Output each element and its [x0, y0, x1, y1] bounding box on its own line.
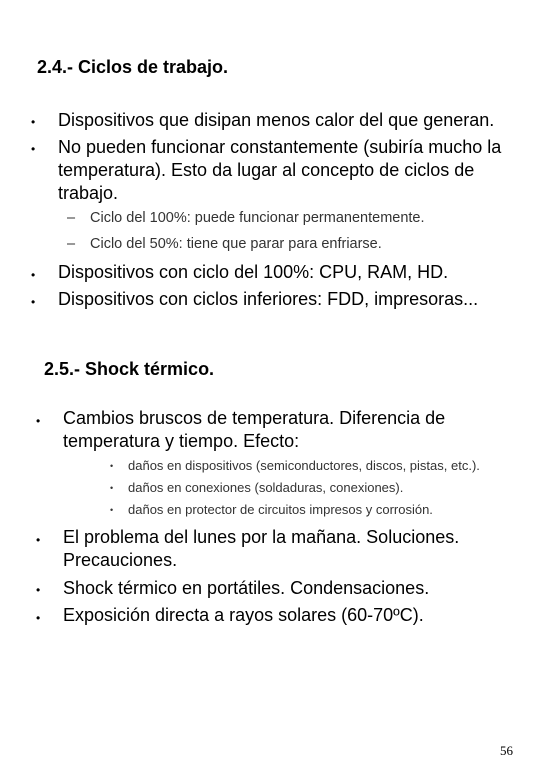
dash-icon: –: [67, 210, 76, 226]
bullet-icon: •: [110, 483, 114, 493]
bullet-icon: •: [31, 142, 36, 156]
dash-icon: –: [67, 236, 76, 252]
bullet-icon: •: [36, 414, 41, 428]
bullet-icon: •: [36, 533, 41, 547]
list-item: Shock térmico en portátiles. Condensaciones.: [63, 578, 430, 598]
sub-list-item: daños en dispositivos (semiconductores, discos, pistas, etc.).: [128, 458, 480, 473]
bullet-icon: •: [31, 268, 36, 282]
sub-list-item: daños en conexiones (soldaduras, conexiones).: [128, 480, 404, 495]
page-number: 56: [500, 743, 513, 758]
list-item: Dispositivos con ciclo del 100%: CPU, RAM, HD.: [58, 262, 449, 282]
bullet-icon: •: [31, 295, 36, 309]
sub-list-item: Ciclo del 50%: tiene que parar para enfriarse.: [90, 236, 382, 252]
list-item: No pueden funcionar constantemente (subiría mucho la temperatura). Esto da lugar al concepto de ciclos de trabajo.: [58, 137, 502, 203]
bullet-icon: •: [110, 505, 114, 515]
list-item: Dispositivos con ciclos inferiores: FDD, impresoras...: [58, 289, 479, 309]
bullet-icon: •: [110, 461, 114, 471]
sub-list-item: Ciclo del 100%: puede funcionar permanentemente.: [90, 210, 425, 226]
list-item: Dispositivos que disipan menos calor del que generan.: [58, 110, 495, 130]
bullet-icon: •: [36, 611, 41, 625]
bullet-icon: •: [31, 115, 36, 129]
list-item: Cambios bruscos de temperatura. Diferencia de temperatura y tiempo. Efecto:: [63, 408, 446, 451]
list-item: Exposición directa a rayos solares (60-70ºC).: [63, 605, 424, 625]
bullet-icon: •: [36, 583, 41, 597]
section-title: 2.4.- Ciclos de trabajo.: [37, 57, 229, 77]
section-title: 2.5.- Shock térmico.: [44, 359, 215, 379]
list-item: El problema del lunes por la mañana. Soluciones. Precauciones.: [63, 527, 460, 570]
sub-list-item: daños en protector de circuitos impresos y corrosión.: [128, 502, 433, 517]
